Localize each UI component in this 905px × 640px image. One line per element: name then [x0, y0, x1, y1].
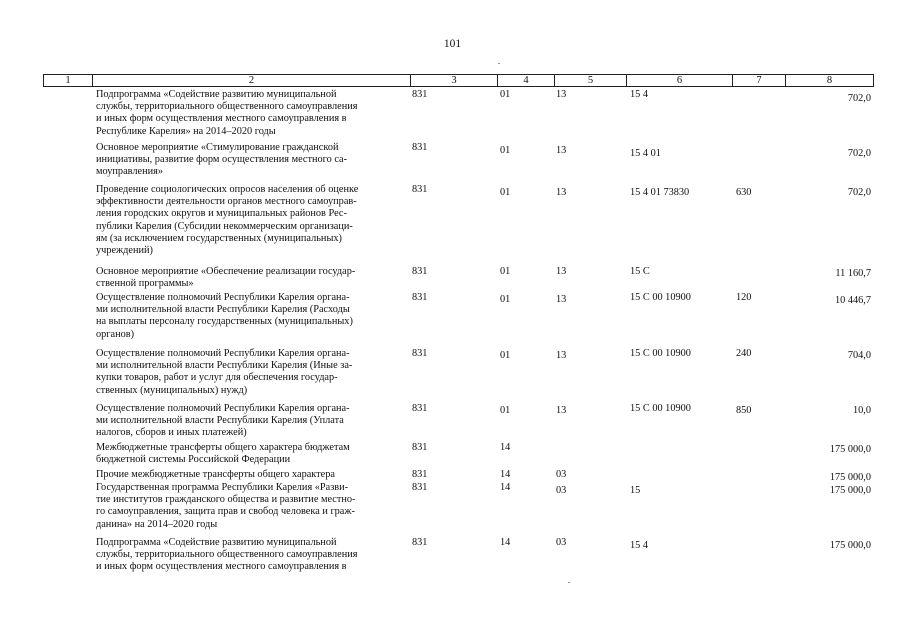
row-amount: 702,0 [847, 148, 871, 159]
column-header-4: 4 [498, 75, 555, 86]
row-section-code: 01 [500, 89, 511, 100]
row-amount: 175 000,0 [829, 485, 871, 496]
column-header-3: 3 [411, 75, 498, 86]
row-section-code: 01 [500, 405, 511, 416]
column-header-5: 5 [555, 75, 627, 86]
row-description: Осуществление полномочий Республики Карелия органа- ми исполнительной власти Республики Карелия (Уплата налогов, сборов и иных платежей) [96, 403, 350, 439]
row-target-article: 15 4 [630, 540, 649, 551]
row-subsection-code: 03 [556, 537, 567, 548]
row-subsection-code: 13 [556, 405, 567, 416]
row-subsection-code: 13 [556, 187, 567, 198]
row-description: Осуществление полномочий Республики Карелия органа- ми исполнительной власти Республики Карелия (Расходы на выплаты персоналу государственных (муниципальных) органов) [96, 292, 353, 340]
row-expense-type: 850 [736, 405, 752, 416]
row-expense-type: 120 [736, 292, 752, 303]
row-section-code: 14 [500, 442, 511, 453]
row-subsection-code: 03 [556, 485, 567, 496]
row-target-article: 15 [630, 485, 641, 496]
row-section-code: 01 [500, 294, 511, 305]
row-target-article: 15 4 01 73830 [630, 187, 690, 198]
row-ministry-code: 831 [412, 89, 428, 100]
row-ministry-code: 831 [412, 184, 428, 195]
scan-speck [498, 63, 500, 64]
row-amount: 11 160,7 [835, 268, 871, 279]
row-subsection-code: 13 [556, 294, 567, 305]
row-subsection-code: 13 [556, 266, 567, 277]
row-subsection-code: 13 [556, 89, 567, 100]
row-ministry-code: 831 [412, 292, 428, 303]
row-target-article: 15 4 [630, 89, 649, 100]
row-target-article: 15 4 01 [630, 148, 661, 159]
row-section-code: 14 [500, 482, 511, 493]
row-expense-type: 630 [736, 187, 752, 198]
row-ministry-code: 831 [412, 537, 428, 548]
row-ministry-code: 831 [412, 142, 428, 153]
row-description: Подпрограмма «Содействие развитию муниципальной службы, территориального общественного самоуправления и иных форм осуществления местного самоуправления в [96, 537, 358, 573]
row-section-code: 01 [500, 145, 511, 156]
row-ministry-code: 831 [412, 469, 428, 480]
row-target-article: 15 С [630, 266, 650, 277]
row-description: Государственная программа Республики Карелия «Разви- тие институтов гражданского общества и развитие местно- го самоуправления, защита прав и свобод человека и граж- данина» на 2014–2020 годы [96, 482, 356, 530]
row-section-code: 14 [500, 469, 511, 480]
row-description: Межбюджетные трансферты общего характера бюджетам бюджетной системы Российской Федерации [96, 442, 350, 466]
row-amount: 175 000,0 [829, 472, 871, 483]
row-section-code: 01 [500, 187, 511, 198]
row-expense-type: 240 [736, 348, 752, 359]
row-target-article: 15 С 00 10900 [630, 403, 691, 414]
row-target-article: 15 С 00 10900 [630, 292, 691, 303]
row-description: Проведение социологических опросов населения об оценке эффективности деятельности органов местного самоуправ- ления городских округов и муниципальных районов Рес- публики Карелия (Субсидии некоммерческим организаци- ям (за исключением государственных (муниципальных) учреждений) [96, 184, 359, 257]
row-ministry-code: 831 [412, 442, 428, 453]
column-header-1: 1 [44, 75, 93, 86]
row-ministry-code: 831 [412, 403, 428, 414]
row-subsection-code: 03 [556, 469, 567, 480]
row-amount: 175 000,0 [829, 540, 871, 551]
row-amount: 175 000,0 [829, 444, 871, 455]
row-description: Подпрограмма «Содействие развитию муниципальной службы, территориального общественного самоуправления и иных форм осуществления местного самоуправления в Республике Карелия» на 2014–2020 годы [96, 89, 358, 137]
column-header-8: 8 [826, 75, 833, 86]
column-header-2: 2 [93, 75, 411, 86]
column-header-7: 7 [733, 75, 786, 86]
row-section-code: 14 [500, 537, 511, 548]
row-subsection-code: 13 [556, 145, 567, 156]
row-ministry-code: 831 [412, 482, 428, 493]
row-amount: 702,0 [847, 187, 871, 198]
row-target-article: 15 С 00 10900 [630, 348, 691, 359]
column-header-6: 6 [627, 75, 733, 86]
row-ministry-code: 831 [412, 266, 428, 277]
page-number: 101 [443, 38, 462, 50]
row-description: Осуществление полномочий Республики Карелия органа- ми исполнительной власти Республики Карелия (Иные за- купки товаров, работ и услуг для обеспечения государ- ственных (муниципальных) нужд) [96, 348, 353, 396]
row-description: Прочие межбюджетные трансферты общего характера [96, 469, 335, 480]
row-ministry-code: 831 [412, 348, 428, 359]
row-description: Основное мероприятие «Обеспечение реализации государ- ственной программы» [96, 266, 356, 290]
row-subsection-code: 13 [556, 350, 567, 361]
row-description: Основное мероприятие «Стимулирование гражданской инициативы, развитие форм осуществления местного са- моуправления» [96, 142, 348, 178]
row-section-code: 01 [500, 350, 511, 361]
row-amount: 702,0 [847, 93, 871, 104]
row-amount: 10,0 [852, 405, 871, 416]
row-amount: 10 446,7 [834, 295, 871, 306]
row-amount: 704,0 [847, 350, 871, 361]
row-section-code: 01 [500, 266, 511, 277]
column-header-row [43, 74, 874, 87]
scan-speck [568, 582, 570, 583]
